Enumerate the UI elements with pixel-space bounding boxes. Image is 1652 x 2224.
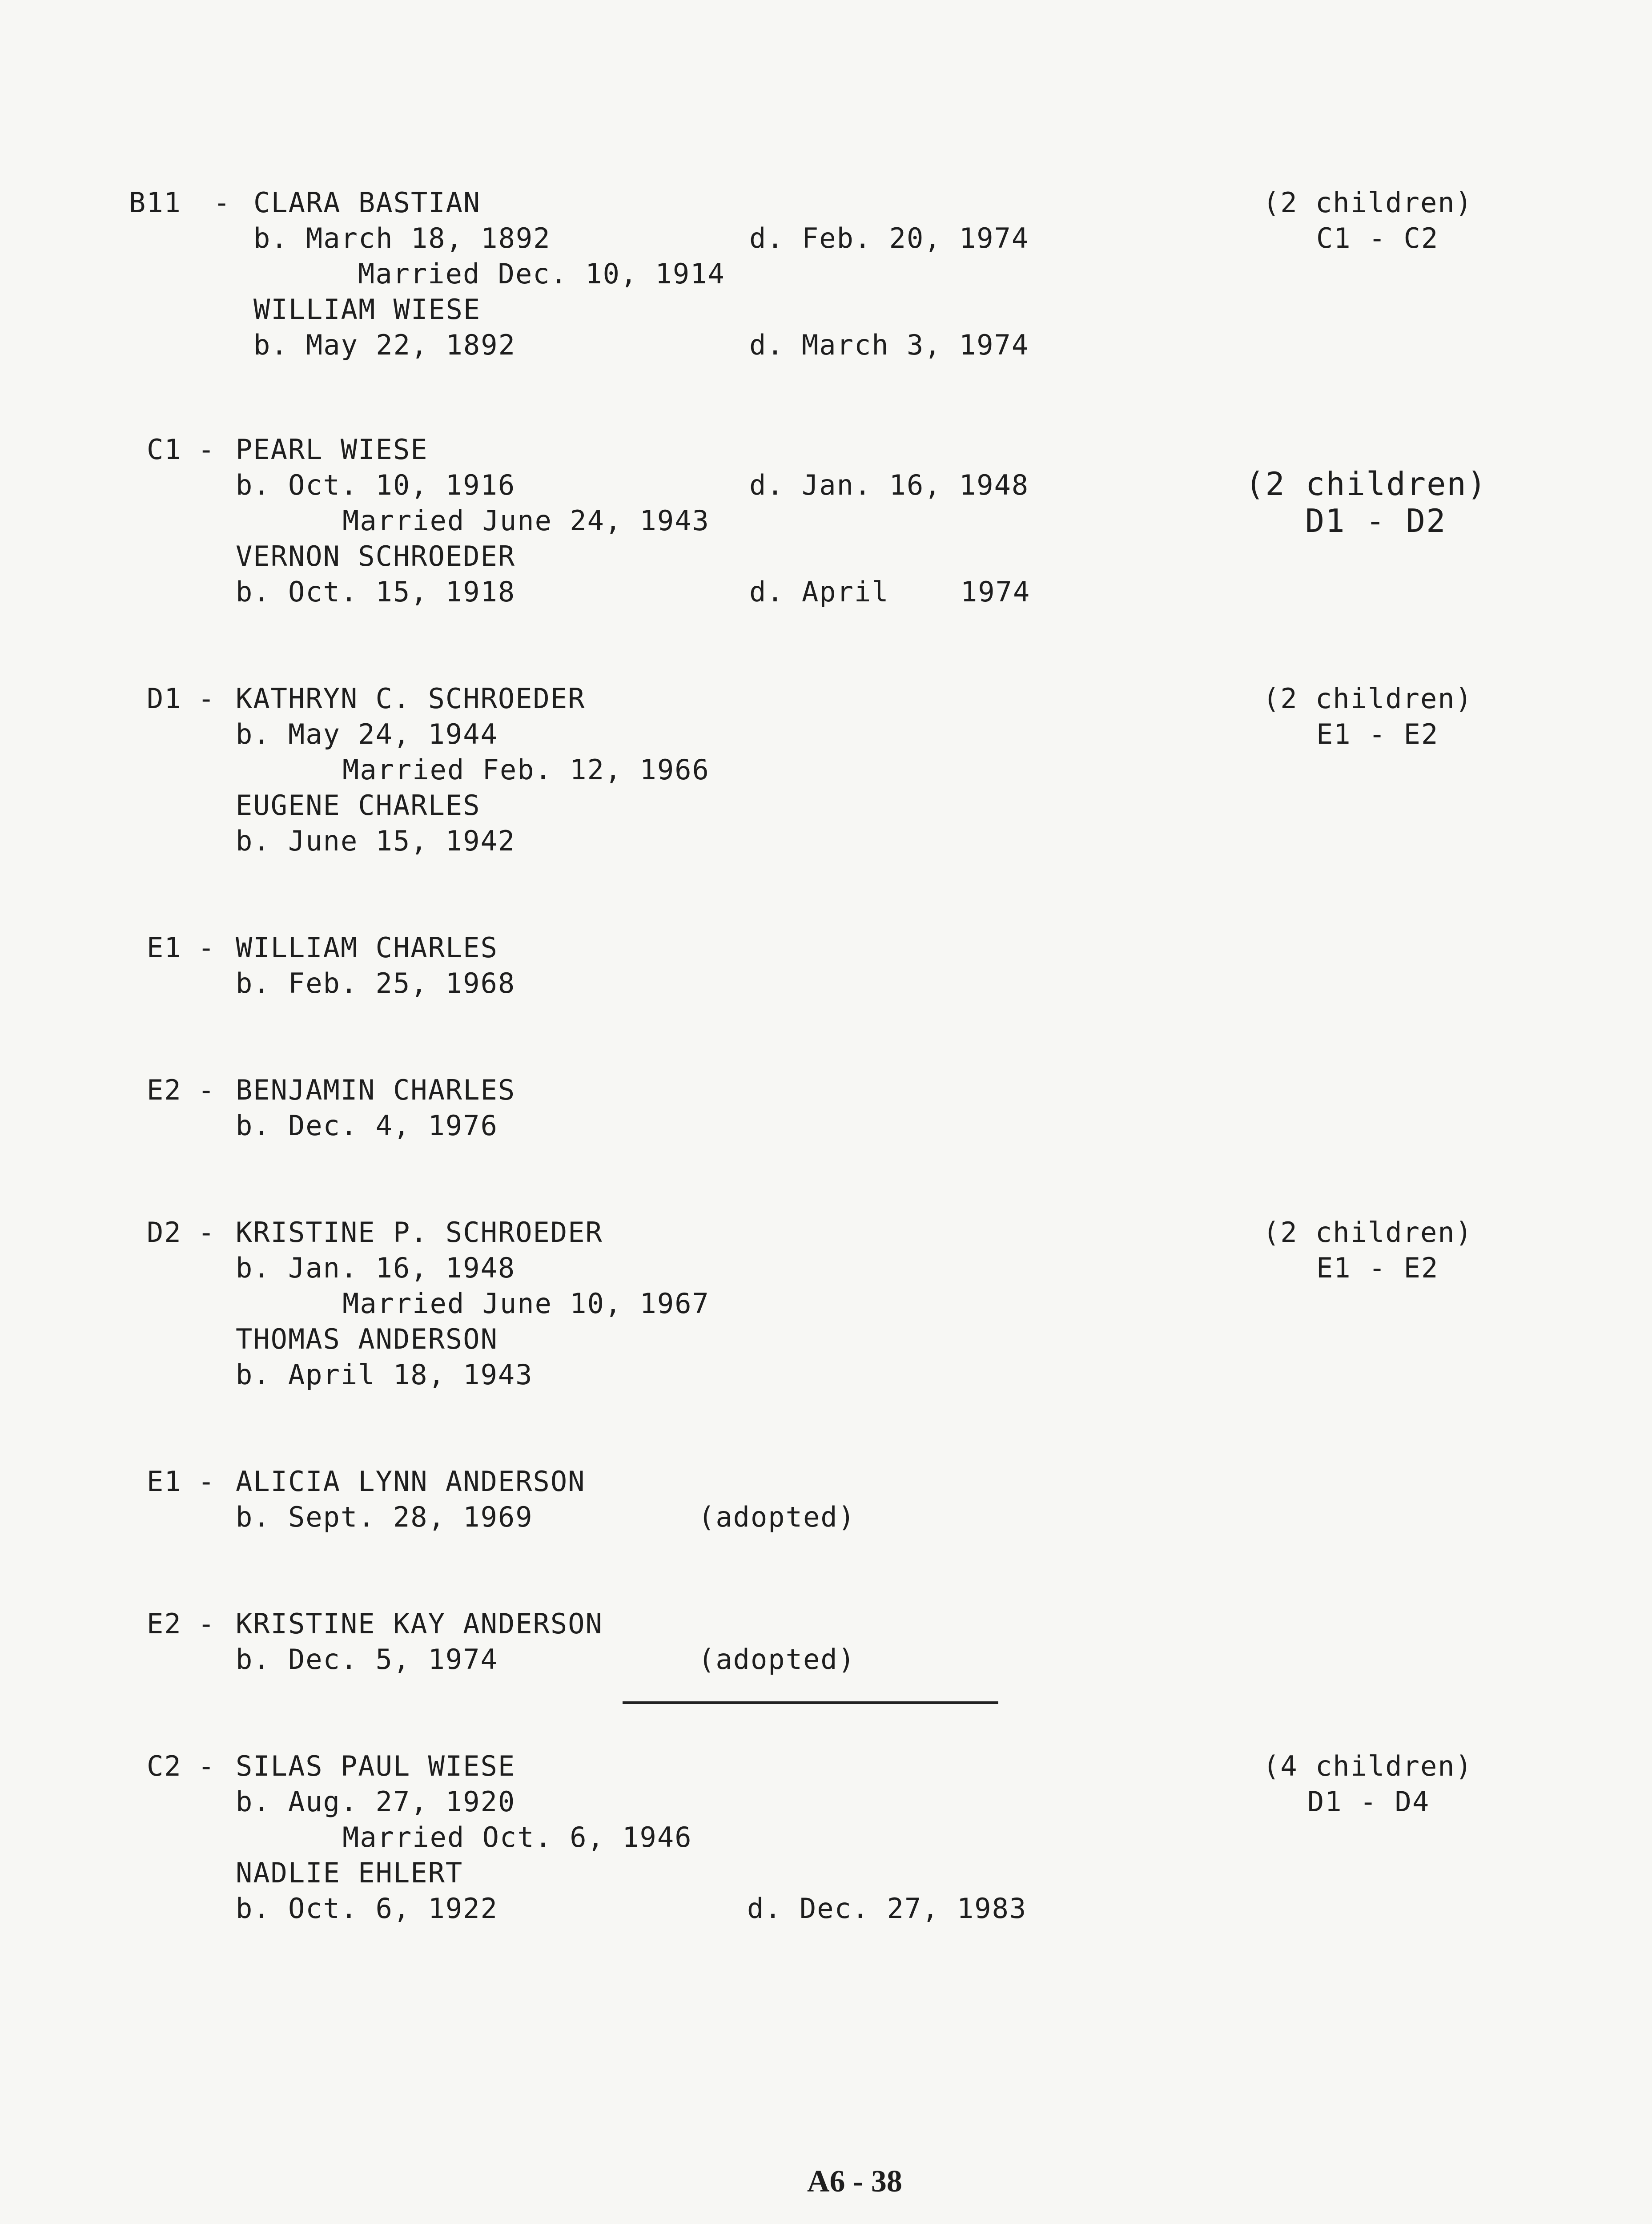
spouse-name: VERNON SCHROEDER xyxy=(236,540,516,572)
spouse-birth-date: b. Oct. 6, 1922 xyxy=(236,1892,498,1925)
children-range: D1 - D4 xyxy=(1307,1785,1430,1818)
entry-name: ALICIA LYNN ANDERSON xyxy=(236,1465,586,1498)
birth-date: b. Feb. 25, 1968 xyxy=(236,967,516,999)
dash: - xyxy=(198,1216,216,1249)
page-number: A6 - 38 xyxy=(807,2164,902,2199)
spouse-name: EUGENE CHARLES xyxy=(236,789,481,822)
children-range: C1 - C2 xyxy=(1316,222,1439,254)
spouse-name: WILLIAM WIESE xyxy=(253,293,481,326)
entry-name: WILLIAM CHARLES xyxy=(236,931,498,964)
birth-date: b. Jan. 16, 1948 xyxy=(236,1252,516,1284)
death-date: d. Feb. 20, 1974 xyxy=(749,222,1029,254)
marriage-date: Married Oct. 6, 1946 xyxy=(342,1821,692,1853)
entry-id: E1 xyxy=(147,1465,182,1498)
entry-id: C1 xyxy=(147,433,182,466)
entry-id: E2 xyxy=(147,1074,182,1106)
dash: - xyxy=(198,433,216,466)
children-count: (2 children) xyxy=(1263,186,1473,219)
spouse-birth-date: b. June 15, 1942 xyxy=(236,825,516,857)
spouse-name: THOMAS ANDERSON xyxy=(236,1323,498,1355)
adopted-note: (adopted) xyxy=(698,1643,856,1676)
section-divider xyxy=(623,1701,998,1704)
birth-date: b. May 24, 1944 xyxy=(236,718,498,750)
children-range: D1 - D2 xyxy=(1305,502,1447,540)
birth-date: b. Sept. 28, 1969 xyxy=(236,1501,533,1533)
dash: - xyxy=(198,1465,216,1498)
marriage-date: Married Dec. 10, 1914 xyxy=(358,258,725,290)
entry-id: E1 xyxy=(147,931,182,964)
children-count: (2 children) xyxy=(1263,1216,1473,1249)
entry-name: CLARA BASTIAN xyxy=(253,186,481,219)
dash: - xyxy=(198,1608,216,1640)
children-range: E1 - E2 xyxy=(1316,1252,1439,1284)
dash: - xyxy=(198,1074,216,1106)
children-count: (2 children) xyxy=(1263,682,1473,715)
entry-name: BENJAMIN CHARLES xyxy=(236,1074,516,1106)
dash: - xyxy=(198,931,216,964)
entry-id: E2 xyxy=(147,1608,182,1640)
entry-name: KRISTINE P. SCHROEDER xyxy=(236,1216,603,1249)
entry-id: B11 xyxy=(129,186,181,219)
marriage-date: Married June 24, 1943 xyxy=(342,504,710,537)
entry-name: SILAS PAUL WIESE xyxy=(236,1750,516,1782)
spouse-name: NADLIE EHLERT xyxy=(236,1857,463,1889)
children-count: (4 children) xyxy=(1263,1750,1473,1782)
children-count: (2 children) xyxy=(1245,465,1487,503)
death-date: d. Jan. 16, 1948 xyxy=(749,469,1029,501)
dash: - xyxy=(198,682,216,715)
spouse-death-date: d. March 3, 1974 xyxy=(749,329,1029,361)
entry-name: KRISTINE KAY ANDERSON xyxy=(236,1608,603,1640)
marriage-date: Married June 10, 1967 xyxy=(342,1287,710,1320)
entry-id: D1 xyxy=(147,682,182,715)
birth-date: b. Oct. 10, 1916 xyxy=(236,469,516,501)
marriage-date: Married Feb. 12, 1966 xyxy=(342,753,710,786)
spouse-birth-date: b. April 18, 1943 xyxy=(236,1358,533,1391)
spouse-death-year: 1974 xyxy=(961,576,1031,608)
spouse-death-date: d. Dec. 27, 1983 xyxy=(747,1892,1027,1925)
spouse-death-month: d. April xyxy=(749,576,889,608)
dash: - xyxy=(198,1750,216,1782)
entry-id: D2 xyxy=(147,1216,182,1249)
spouse-birth-date: b. Oct. 15, 1918 xyxy=(236,576,516,608)
entry-id: C2 xyxy=(147,1750,182,1782)
birth-date: b. March 18, 1892 xyxy=(253,222,551,254)
children-range: E1 - E2 xyxy=(1316,718,1439,750)
entry-name: PEARL WIESE xyxy=(236,433,428,466)
dash: - xyxy=(213,186,231,219)
birth-date: b. Dec. 5, 1974 xyxy=(236,1643,498,1676)
adopted-note: (adopted) xyxy=(698,1501,856,1533)
birth-date: b. Dec. 4, 1976 xyxy=(236,1109,498,1142)
spouse-birth-date: b. May 22, 1892 xyxy=(253,329,516,361)
birth-date: b. Aug. 27, 1920 xyxy=(236,1785,516,1818)
entry-name: KATHRYN C. SCHROEDER xyxy=(236,682,586,715)
